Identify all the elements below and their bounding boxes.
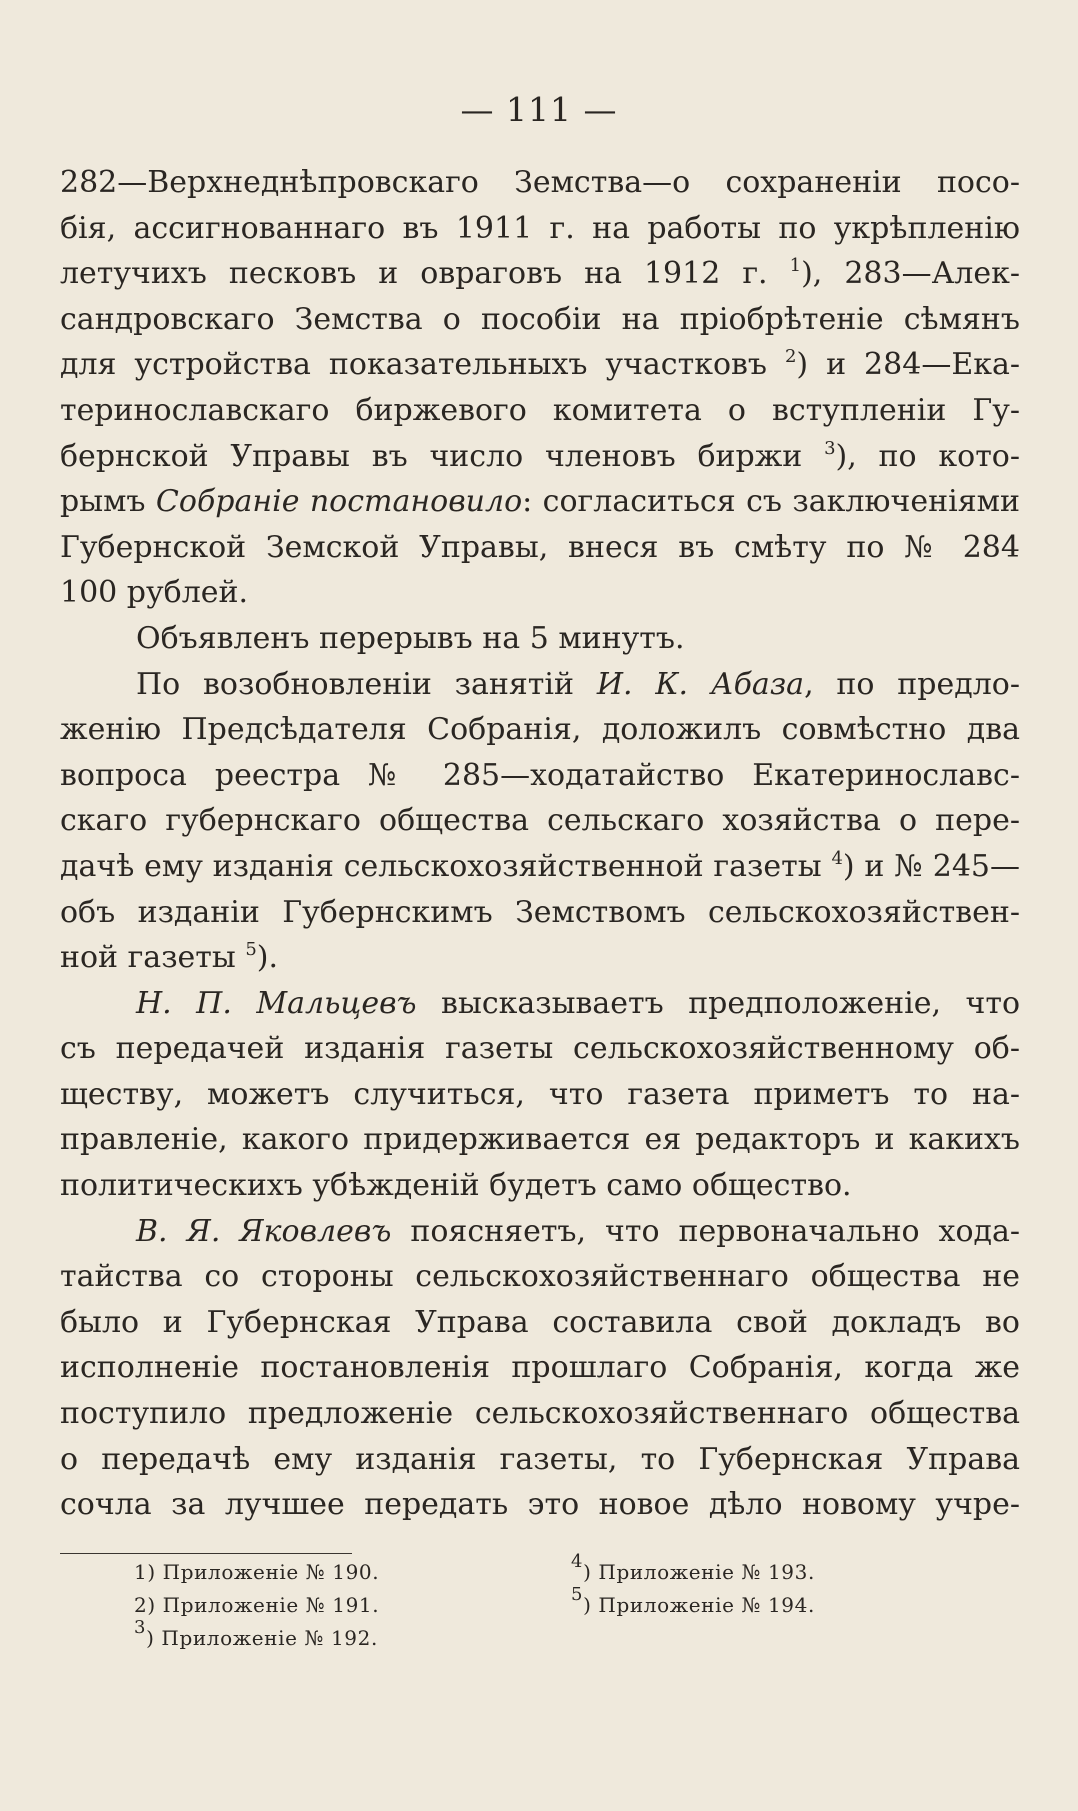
text-span: дачѣ ему изданія сельскохозяйственной газеты xyxy=(60,848,832,884)
text-line: сандровскаго Земства о пособіи на пріобрѣтеніе сѣмянъ xyxy=(60,301,1020,337)
footnotes-left xyxy=(134,1556,379,1655)
text-line: вопроса реестра № 285—ходатайство Екатеринославс- xyxy=(60,757,1020,793)
text-line: ществу, можетъ случиться, что газета приметъ то на- xyxy=(60,1076,1020,1112)
text-line xyxy=(60,251,1020,297)
text-span: ), по кото- xyxy=(835,438,1020,474)
footnote-mark: 4 xyxy=(571,1551,584,1572)
text-span: ) и 284—Ека- xyxy=(796,347,1020,383)
text-span: для устройства показательныхъ участковъ xyxy=(60,347,785,383)
text-span: рымъ xyxy=(60,484,156,520)
italic-phrase: Собраніе постановило xyxy=(155,484,523,520)
body-text xyxy=(60,160,1020,1528)
text-line: бія, ассигнованнаго въ 1911 г. на работы по укрѣпленію xyxy=(60,210,1020,246)
text-line: теринославскаго биржевого комитета о вступленіи Гу- xyxy=(60,392,1020,428)
footnote-ref: 5 xyxy=(245,939,257,961)
text-line: правленіе, какого придерживается ея редакторъ и какихъ xyxy=(60,1122,1020,1158)
speaker-name: Н. П. Мальцевъ xyxy=(136,985,417,1021)
text-span: , по предло- xyxy=(804,666,1020,702)
text-line: исполненіе постановленія прошлаго Собранія, когда же xyxy=(60,1350,1020,1386)
footnote-ref: 4 xyxy=(831,847,843,869)
footnote-divider xyxy=(60,1553,352,1554)
speaker-name: И. К. Абаза xyxy=(596,666,805,702)
text-line xyxy=(60,434,1020,480)
footnotes-right xyxy=(571,1551,815,1622)
text-span: ). xyxy=(256,940,279,976)
text-span: поясняетъ, что первоначально хода- xyxy=(391,1213,1020,1249)
text-line: тайства со стороны сельскохозяйственнаго общества не xyxy=(60,1259,1020,1295)
footnote xyxy=(571,1584,815,1622)
text-line xyxy=(60,342,1020,388)
text-line xyxy=(60,662,1020,708)
text-span: летучихъ песковъ и овраговъ на 1912 г. xyxy=(60,256,790,292)
footnote-mark: 3 xyxy=(134,1617,147,1638)
footnote xyxy=(571,1551,815,1589)
text-line xyxy=(60,1209,1020,1255)
text-line: объ изданіи Губернскимъ Земствомъ сельскохозяйствен- xyxy=(60,894,1020,930)
text-line: поступило предложеніе сельскохозяйственнаго общества xyxy=(60,1396,1020,1432)
footnote-mark: 5 xyxy=(571,1584,584,1605)
footnote-ref: 2 xyxy=(784,346,797,368)
text-span: ной газеты xyxy=(60,940,246,976)
text-line xyxy=(60,844,1020,890)
text-line: скаго губернскаго общества сельскаго хозяйства о пере- xyxy=(60,803,1020,839)
footnote-text: ) Приложеніе № 193. xyxy=(583,1560,815,1584)
text-span: ) и № 245— xyxy=(842,848,1020,884)
text-span: высказываетъ предположеніе, что xyxy=(416,985,1021,1021)
text-span: По возобновленіи занятій xyxy=(136,666,597,702)
text-line: Губернской Земской Управы, внеся въ смѣту по № 284 xyxy=(60,529,1020,565)
text-span: бернской Управы въ число членовъ биржи xyxy=(60,438,825,474)
footnote-text: ) Приложеніе № 192. xyxy=(146,1626,378,1650)
footnote xyxy=(134,1617,379,1655)
footnote-ref: 1 xyxy=(789,255,802,277)
text-line: о передачѣ ему изданія газеты, то Губернская Управа xyxy=(60,1441,1020,1477)
text-line: сочла за лучшее передать это новое дѣло новому учре- xyxy=(60,1487,1020,1523)
text-line xyxy=(60,479,1020,525)
text-line: 100 рублей. xyxy=(60,575,249,611)
text-line: женію Предсѣдателя Собранія, доложилъ совмѣстно два xyxy=(60,712,1020,748)
text-line: Объявленъ перерывъ на 5 минутъ. xyxy=(136,620,685,656)
footnote-text: ) Приложеніе № 194. xyxy=(583,1593,815,1617)
page-number: — 111 — xyxy=(460,90,618,129)
text-line: политическихъ убѣжденій будетъ само общество. xyxy=(60,1168,852,1204)
text-span: : согласиться съ заключеніями xyxy=(522,484,1020,520)
footnote-ref: 3 xyxy=(824,437,836,459)
speaker-name: В. Я. Яковлевъ xyxy=(136,1213,392,1249)
text-span: ), 283—Алек- xyxy=(801,256,1020,292)
text-line xyxy=(60,935,1020,981)
footnote: 2) Приложеніе № 191. xyxy=(134,1593,380,1617)
text-line: 282—Верхнеднѣпровскаго Земства—о сохраненіи посо- xyxy=(60,165,1020,200)
text-line: было и Губернская Управа составила свой докладъ во xyxy=(60,1304,1020,1340)
text-line: съ передачей изданія газеты сельскохозяйственному об- xyxy=(60,1031,1020,1067)
footnote: 1) Приложеніе № 190. xyxy=(134,1560,380,1584)
text-line xyxy=(60,981,1020,1027)
